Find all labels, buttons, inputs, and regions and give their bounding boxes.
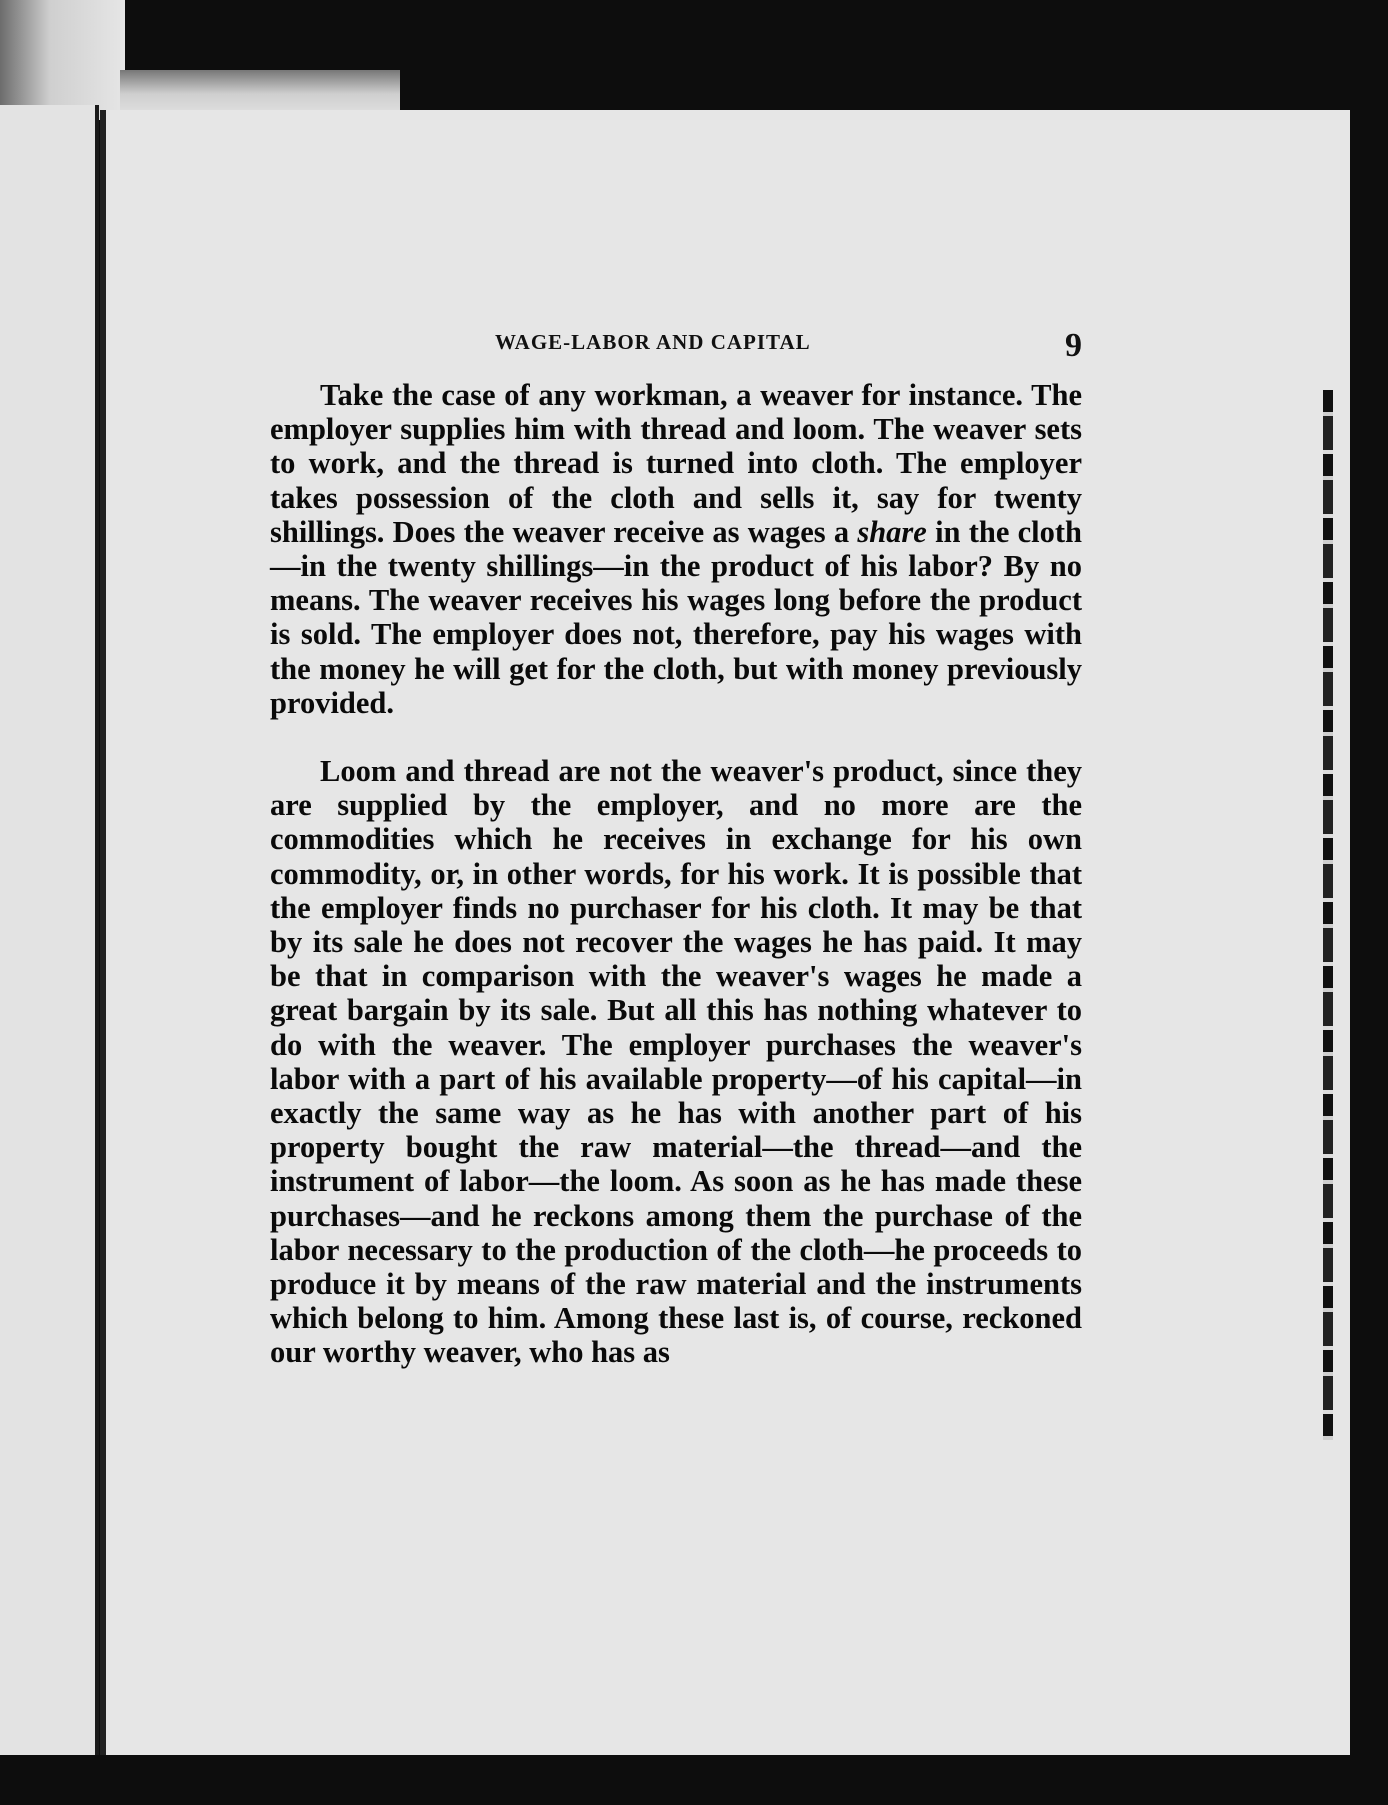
facing-page-edge	[0, 105, 99, 1755]
paragraph-text: Take the case of any workman, a weaver for instance. The employer supplies him with thread and loom. The weaver sets to work, and the thread is turned into cloth. The employer takes possession of the cloth and sells it, say for twenty shillings. Does the weaver receive as wages a	[270, 378, 1082, 549]
paragraph: Loom and thread are not the weaver's product, since they are supplied by the employer, and no more are the commodities which he receives in exchange for his own commodity, or, in other words, for his work. It is possible that the employer finds no purchaser for his cloth. It may be that by its sale he does not recover the wages he has paid. It may be that in comparison with the weaver's wages he made a great bargain by its sale. But all this has nothing whatever to do with the weaver. The employer purchases the weaver's labor with a part of his available property—of his capital—in exactly the same way as he has with another part of his property bought the raw material—the thread—and the instrument of labor—the loom. As soon as he has made these purchases—and he reckons among them the purchase of the labor necessary to the production of the cloth—he proceeds to produce it by means of the raw material and the instruments which belong to him. Among these last is, of course, reckoned our worthy weaver, who has as	[270, 754, 1082, 1370]
emphasis-text: share	[857, 514, 927, 549]
running-head: WAGE-LABOR AND CAPITAL	[495, 330, 811, 354]
page-gutter	[100, 110, 106, 1760]
scan-edge-marks	[1323, 390, 1333, 1440]
paragraph-text: in the cloth—in the twenty shillings—in the product of his labor? By no means. The weaver receives his wages long before the product is sold. The employer does not, therefore, pay his wages with the money he will get for the cloth, but with money previously provided.	[270, 514, 1082, 720]
scan-border-bottom	[0, 1755, 1388, 1805]
page-number: 9	[1065, 327, 1082, 364]
body-text	[270, 378, 1082, 1370]
scan-border-corner	[0, 0, 125, 120]
scan-shadow	[120, 70, 400, 110]
paragraph	[270, 378, 1082, 720]
